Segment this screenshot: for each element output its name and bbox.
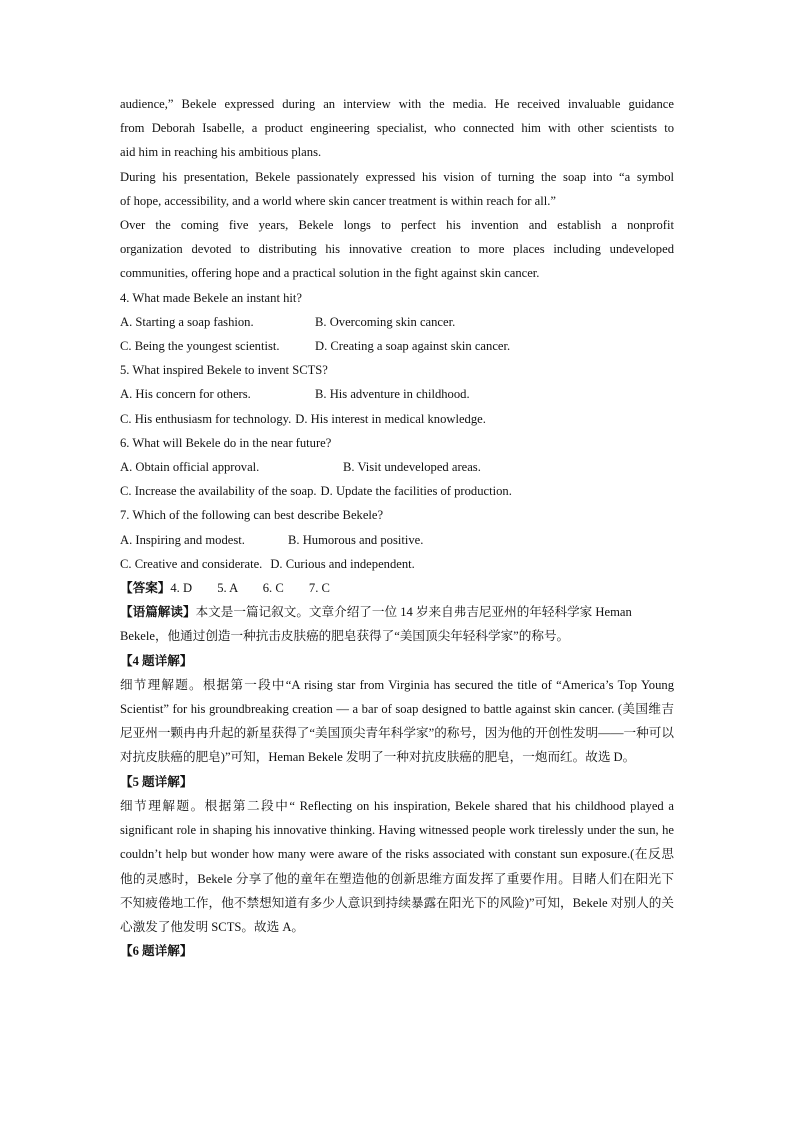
option-b: B. Overcoming skin cancer. (315, 314, 456, 329)
question-stem: 4. What made Bekele an instant hit? (120, 290, 302, 305)
options-row (120, 479, 674, 503)
options-row (120, 455, 674, 479)
answer-label: 【答案】 (120, 581, 171, 596)
passage-line: During his presentation, Bekele passionately expressed his vision of turning the soap into “a symbol (120, 169, 674, 184)
option-a: A. Obtain official approval. (120, 460, 260, 475)
detail-text: 细节理解题。根据第二段中“ Reflecting on his inspiration, Bekele shared that his childhood played a significant role in shaping his innovative thinking. Having witnessed people work tirelessly under the sun, he couldn’t help but wonder how many were aware of the risks associated with constant sun exposure.(在反思他的灵感时，Bekele 分享了他的童年在塑造他的创新思维方面发挥了重要作用。目睹人们在阳光下不知疲倦地工作，他不禁想知道有多少人意识到持续暴露在阳光下的风险)”可知，Bekele 对别人的关心激发了他发明 SCTS。故选 A。 (120, 798, 674, 934)
detail-label: 【4 题详解】 (120, 653, 193, 668)
options-row (120, 334, 674, 358)
passage-line: Over the coming five years, Bekele longs to perfect his invention and establish a nonprofit (120, 218, 674, 233)
question-5 (120, 358, 674, 431)
passage-line: organization devoted to distributing his innovative creation to more places including undeveloped (120, 242, 674, 257)
passage-line: audience,” Bekele expressed during an interview with the media. He received invaluable guidance (120, 97, 674, 111)
detail-6 (120, 939, 674, 963)
passage-line: of hope, accessibility, and a world where skin cancer treatment is within reach for all.” (120, 193, 556, 208)
option-a: A. Inspiring and modest. (120, 532, 245, 547)
question-4 (120, 286, 674, 359)
options-row (120, 382, 674, 406)
option-d: D. Update the facilities of production. (320, 484, 512, 499)
detail-label: 【5 题详解】 (120, 774, 193, 789)
option-a: A. Starting a soap fashion. (120, 314, 254, 329)
options-row (120, 310, 674, 334)
question-stem: 6. What will Bekele do in the near future? (120, 435, 332, 450)
option-b: B. Visit undeveloped areas. (343, 460, 481, 475)
question-stem: 5. What inspired Bekele to invent SCTS? (120, 363, 328, 378)
question-stem: 7. Which of the following can best describe Bekele? (120, 508, 384, 523)
answer-text: 4. D 5. A 6. C 7. C (170, 581, 330, 596)
passage-line: communities, offering hope and a practical solution in the fight against skin cancer. (120, 266, 540, 281)
answer-line (120, 576, 674, 600)
option-c: C. Being the youngest scientist. (120, 339, 280, 354)
options-row (120, 528, 674, 552)
option-c: C. Increase the availability of the soap. (120, 484, 317, 499)
detail-label: 【6 题详解】 (120, 944, 193, 959)
option-d: D. Creating a soap against skin cancer. (315, 339, 511, 354)
interpretation-text: 本文是一篇记叙文。文章介绍了一位 14 岁来自弗吉尼亚州的年轻科学家 Heman Bekele，他通过创造一种抗击皮肤癌的肥皂获得了“美国顶尖年轻科学家”的称号。 (120, 605, 632, 644)
detail-4 (120, 649, 674, 770)
interpretation (120, 600, 674, 648)
option-d: D. Curious and independent. (270, 556, 415, 571)
question-6 (120, 431, 674, 504)
passage-line: from Deborah Isabelle, a product engineering specialist, who connected him with other scientists to (120, 121, 674, 136)
detail-text: 细节理解题。根据第一段中“A rising star from Virginia has secured the title of “America’s Top Young Scientist” for his groundbreaking creation — a bar of soap designed to battle against skin cancer. (美国维吉尼亚州一颗冉冉升起的新星获得了“美国顶尖青年科学家”的称号，因为他的开创性发明——一种可以对抗皮肤癌的肥皂)”可知，Heman Bekele 发明了一种对抗皮肤癌的肥皂，一炮而红。故选 D。 (120, 677, 674, 765)
document-page (120, 92, 674, 963)
passage (120, 92, 674, 286)
interpretation-label: 【语篇解读】 (120, 605, 196, 620)
options-row (120, 407, 674, 431)
detail-5 (120, 770, 674, 939)
option-c: C. His enthusiasm for technology. (120, 411, 292, 426)
option-a: A. His concern for others. (120, 387, 251, 402)
option-d: D. His interest in medical knowledge. (295, 411, 486, 426)
option-b: B. His adventure in childhood. (315, 387, 470, 402)
option-c: C. Creative and considerate. (120, 556, 263, 571)
options-row (120, 552, 674, 576)
question-7 (120, 503, 674, 576)
option-b: B. Humorous and positive. (288, 532, 424, 547)
passage-line: aid him in reaching his ambitious plans. (120, 145, 322, 160)
